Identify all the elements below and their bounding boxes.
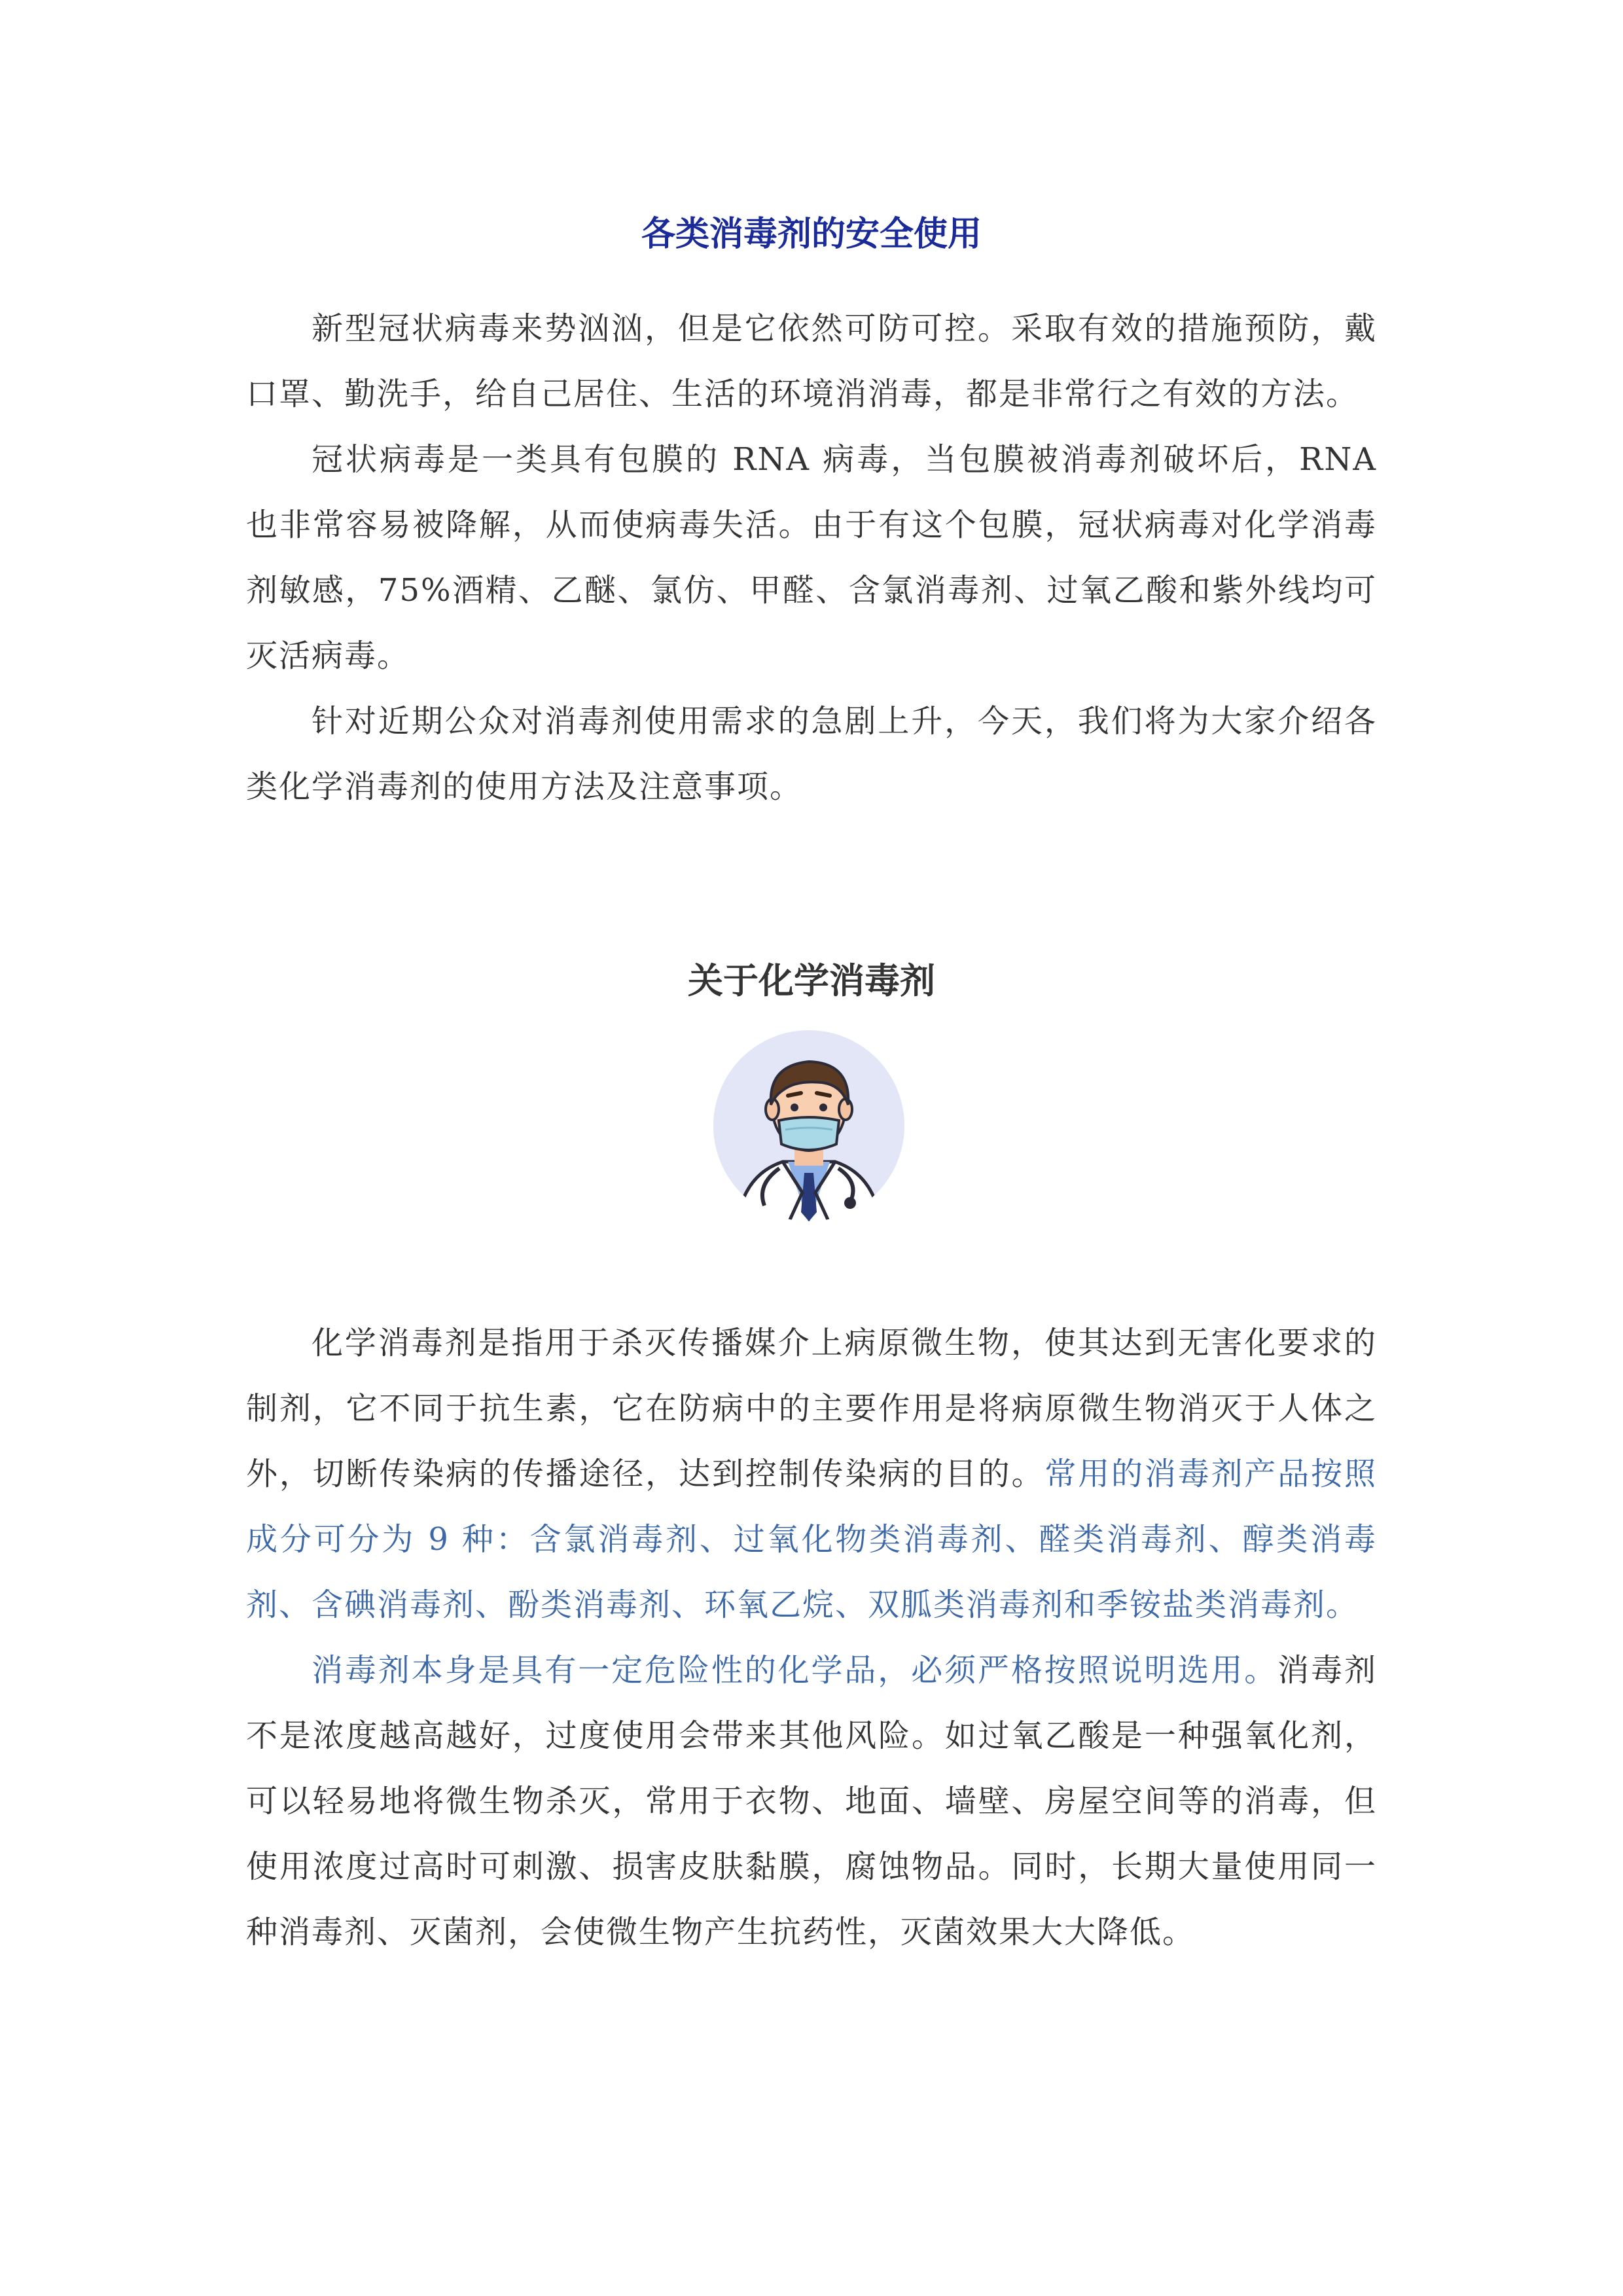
- section-paragraph-1: [246, 1310, 1377, 1638]
- safety-warning-highlight: 消毒剂本身是具有一定危险性的化学品，必须严格按照说明选用。: [312, 1652, 1278, 1689]
- intro-paragraph-2: 冠状病毒是一类具有包膜的 RNA 病毒，当包膜被消毒剂破坏后，RNA 也非常容易被降解，从而使病毒失活。由于有这个包膜，冠状病毒对化学消毒剂敏感，75%酒精、乙醚、氯仿、甲醛、含氯消毒剂、过氧乙酸和紫外线均可灭活病毒。: [246, 441, 1377, 674]
- page-title: 各类消毒剂的安全使用: [641, 215, 982, 254]
- intro-section: [246, 296, 1377, 819]
- section-paragraph-1-text: 化学消毒剂是指用于杀灭传播媒介上病原微生物，使其达到无害化要求的制剂，它不同于抗生素，它在防病中的主要作用是将病原微生物消灭于人体之外，切断传染病的传播途径，达到控制传染病的目的。: [246, 1325, 1377, 1492]
- disinfectant-categories-highlight: 常用的消毒剂产品按照成分可分为 9 种：含氯消毒剂、过氧化物类消毒剂、醛类消毒剂、醇类消毒剂、含碘消毒剂、酚类消毒剂、环氧乙烷、双胍类消毒剂和季铵盐类消毒剂。: [246, 1456, 1377, 1623]
- doctor-avatar-icon: [711, 1028, 907, 1224]
- section-paragraph-2: [246, 1638, 1377, 1965]
- intro-paragraph-3: 针对近期公众对消毒剂使用需求的急剧上升，今天，我们将为大家介绍各类化学消毒剂的使用方法及注意事项。: [246, 703, 1377, 805]
- section-heading: 关于化学消毒剂: [688, 960, 935, 1001]
- section-body: [246, 1310, 1377, 1965]
- section-paragraph-2-text: 消毒剂不是浓度越高越好，过度使用会带来其他风险。如过氧乙酸是一种强氧化剂，可以轻易地将微生物杀灭，常用于衣物、地面、墙壁、房屋空间等的消毒，但使用浓度过高时可刺激、损害皮肤黏膜，腐蚀物品。同时，长期大量使用同一种消毒剂、灭菌剂，会使微生物产生抗药性，灭菌效果大大降低。: [246, 1652, 1377, 1950]
- intro-paragraph-1: 新型冠状病毒来势汹汹，但是它依然可防可控。采取有效的措施预防，戴口罩、勤洗手，给自己居住、生活的环境消消毒，都是非常行之有效的方法。: [246, 310, 1377, 412]
